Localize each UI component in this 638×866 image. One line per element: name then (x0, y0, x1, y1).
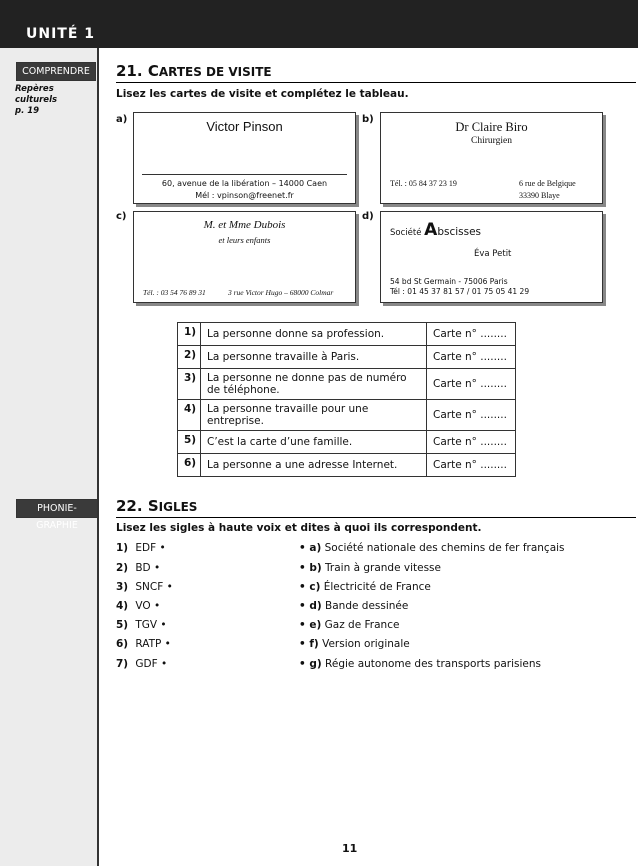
label-b: b) (362, 114, 374, 125)
item-letter: • e) (299, 619, 322, 631)
business-card-d (380, 211, 603, 303)
sigle-item[interactable] (116, 562, 160, 574)
matching-table (177, 322, 516, 477)
meaning-item[interactable] (299, 562, 441, 574)
card-b-phone: Tél. : 05 84 37 23 19 (390, 179, 457, 188)
exercise-21-instruction: Lisez les cartes de visite et complétez le tableau. (116, 88, 409, 100)
label-d: d) (362, 211, 374, 222)
row-number: 5) (178, 431, 201, 454)
sigle-text: GDF • (135, 658, 168, 670)
label-c: c) (116, 211, 127, 222)
card-answer-field[interactable]: Carte n° ........ (427, 346, 516, 369)
row-statement: C’est la carte d’une famille. (201, 431, 427, 454)
title-initial: C (147, 62, 159, 80)
sigle-item[interactable] (116, 600, 160, 612)
meaning-text: Électricité de France (323, 581, 431, 593)
card-b-street: 6 rue de Belgique (519, 179, 576, 188)
comprendre-tag: COMPRENDRE (16, 62, 96, 81)
meaning-text: Bande dessinée (325, 600, 409, 612)
company-logo-initial: A (424, 220, 438, 240)
row-statement: La personne ne donne pas de numéro de téléphone. (201, 369, 427, 400)
meaning-text: Régie autonome des transports parisiens (325, 658, 541, 670)
row-number: 4) (178, 400, 201, 431)
sigle-text: EDF • (135, 542, 166, 554)
card-b-name: Dr Claire Biro (455, 120, 528, 134)
sigle-text: BD • (135, 562, 161, 574)
item-letter: • g) (299, 658, 322, 670)
item-number: 6) (116, 638, 129, 650)
table-row (178, 400, 516, 431)
meaning-text: Gaz de France (324, 619, 400, 631)
row-statement: La personne travaille pour une entreprise. (201, 400, 427, 431)
meaning-item[interactable] (299, 658, 541, 670)
table-row (178, 323, 516, 346)
sigle-item[interactable] (116, 658, 167, 670)
meaning-text: Société nationale des chemins de fer français (324, 542, 565, 554)
meaning-item[interactable] (299, 638, 410, 650)
title-rest: ARTES DE VISITE (158, 65, 272, 79)
item-number: 4) (116, 600, 129, 612)
title-initial: S (147, 497, 159, 515)
table-row (178, 346, 516, 369)
exercise-22-instruction: Lisez les sigles à haute voix et dites à quoi ils correspondent. (116, 522, 482, 534)
reperes-line2: p. 19 (15, 106, 40, 116)
item-number: 3) (116, 581, 129, 593)
exercise-number: 21. (116, 62, 143, 80)
phonie-graphie-tag: PHONIE-GRAPHIE (16, 499, 98, 518)
row-statement: La personne travaille à Paris. (201, 346, 427, 369)
table-row (178, 369, 516, 400)
card-c-address: 3 rue Victor Hugo – 68000 Colmar (228, 288, 334, 297)
header-bar (0, 0, 638, 48)
card-c-sub: et leurs enfants (218, 235, 271, 245)
meaning-item[interactable] (299, 600, 408, 612)
meaning-item[interactable] (299, 619, 399, 631)
card-d-company (390, 220, 481, 240)
exercise-21-title (116, 62, 636, 83)
item-letter: • f) (299, 638, 319, 650)
sigle-item[interactable] (116, 542, 166, 554)
row-statement: La personne a une adresse Internet. (201, 454, 427, 477)
card-answer-field[interactable]: Carte n° ........ (427, 369, 516, 400)
row-number: 2) (178, 346, 201, 369)
table-row (178, 454, 516, 477)
item-number: 2) (116, 562, 129, 574)
company-prefix: Société (390, 228, 422, 238)
card-answer-field[interactable]: Carte n° ........ (427, 431, 516, 454)
reperes-line1: Repères culturels (15, 84, 58, 105)
card-b-city: 33390 Blaye (519, 191, 560, 200)
unit-title: UNITÉ 1 (26, 26, 96, 42)
card-a-name: Victor Pinson (206, 119, 283, 134)
item-letter: • c) (299, 581, 321, 593)
card-c-phone: Tél. : 03 54 76 89 31 (143, 288, 206, 297)
card-a-divider (142, 174, 347, 175)
item-letter: • b) (299, 562, 322, 574)
card-answer-field[interactable]: Carte n° ........ (427, 400, 516, 431)
row-statement: La personne donne sa profession. (201, 323, 427, 346)
page-number: 11 (342, 842, 358, 855)
card-d-address: 54 bd St Germain - 75006 Paris (390, 277, 508, 286)
row-number: 6) (178, 454, 201, 477)
exercise-number: 22. (116, 497, 143, 515)
sigle-text: TGV • (135, 619, 167, 631)
sigle-text: SNCF • (135, 581, 173, 593)
sigle-item[interactable] (116, 581, 173, 593)
card-d-phone: Tél : 01 45 37 81 57 / 01 75 05 41 29 (390, 287, 530, 296)
card-d-person: Éva Petit (474, 249, 512, 259)
item-number: 1) (116, 542, 129, 554)
table-row (178, 431, 516, 454)
sigle-item[interactable] (116, 619, 167, 631)
meaning-text: Train à grande vitesse (325, 562, 441, 574)
card-a-email: Mél : vpinson@freenet.fr (195, 191, 294, 200)
item-number: 5) (116, 619, 129, 631)
company-name-rest: bscisses (437, 226, 482, 238)
sigle-text: VO • (135, 600, 161, 612)
card-answer-field[interactable]: Carte n° ........ (427, 454, 516, 477)
meaning-text: Version originale (322, 638, 410, 650)
row-number: 1) (178, 323, 201, 346)
meaning-item[interactable] (299, 542, 565, 554)
exercise-22-title (116, 497, 636, 518)
card-c-name: M. et Mme Dubois (203, 219, 286, 231)
business-card-b (380, 112, 603, 204)
sigle-item[interactable] (116, 638, 171, 650)
reperes-note (15, 84, 95, 117)
business-card-a (133, 112, 356, 204)
sigle-text: RATP • (135, 638, 171, 650)
label-a: a) (116, 114, 128, 125)
business-card-c (133, 211, 356, 303)
meaning-item[interactable] (299, 581, 431, 593)
card-b-profession: Chirurgien (471, 136, 512, 146)
card-a-address: 60, avenue de la libération – 14000 Caen (161, 179, 328, 188)
row-number: 3) (178, 369, 201, 400)
sidebar (0, 48, 99, 866)
item-number: 7) (116, 658, 129, 670)
item-letter: • d) (299, 600, 322, 612)
title-rest: IGLES (158, 500, 198, 514)
card-answer-field[interactable]: Carte n° ........ (427, 323, 516, 346)
item-letter: • a) (299, 542, 322, 554)
